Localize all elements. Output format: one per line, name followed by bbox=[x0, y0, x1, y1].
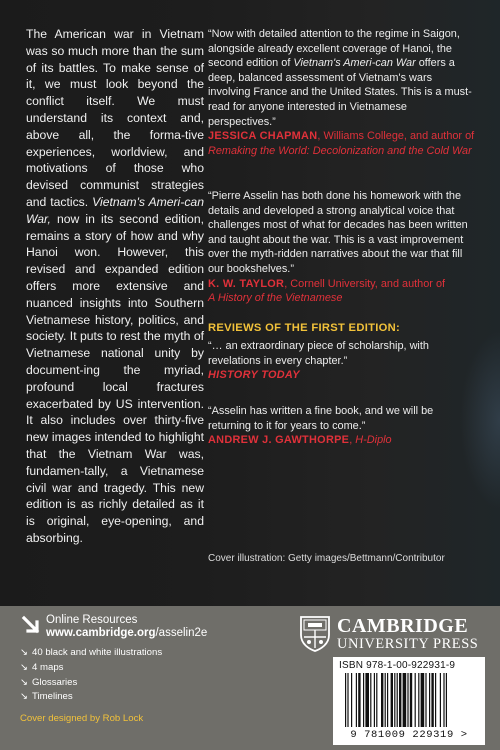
list-item: ↘ Glossaries bbox=[20, 676, 162, 691]
review-h-diplo bbox=[208, 404, 476, 448]
barcode-bar bbox=[421, 673, 425, 727]
review-source: HISTORY TODAY bbox=[208, 369, 300, 382]
barcode-bar bbox=[397, 673, 398, 727]
endorsement-chapman bbox=[208, 27, 476, 158]
endorsement-text: “Now with detailed attention to the regime in Saigon, alongside already excellent coverage of Hanoi, the second edition of Vietnam's Ameri-can War offers a deep, balanced assessment of Vietnam's wars involving France and the United States. This is a must-read for anyone interested in Vietnamese perspectives.” bbox=[208, 28, 472, 128]
crest-icon bbox=[299, 615, 331, 652]
endorsement-attribution: K. W. TAYLOR, Cornell University, and author of A History of the Vietnamese bbox=[208, 277, 446, 305]
online-resources-link[interactable]: www.cambridge.org/asselin2e bbox=[46, 627, 208, 639]
barcode-bar bbox=[374, 673, 375, 727]
publisher-logo bbox=[299, 615, 479, 655]
cover-designer-credit: Cover designed by Rob Lock bbox=[20, 713, 144, 724]
barcode-bar bbox=[407, 673, 408, 727]
small-arrow-icon: ↘ bbox=[20, 661, 29, 673]
barcode-bar bbox=[363, 673, 364, 727]
barcode bbox=[333, 657, 485, 745]
barcode-bar bbox=[358, 673, 360, 727]
barcode-bar bbox=[365, 673, 369, 727]
barcode-bar bbox=[347, 673, 348, 727]
barcode-bar bbox=[446, 673, 447, 727]
review-history-today bbox=[208, 339, 476, 383]
arrow-icon bbox=[20, 614, 42, 636]
barcode-bars bbox=[337, 673, 481, 729]
isbn-label: ISBN 978-1-00-922931-9 bbox=[339, 660, 456, 671]
cover-illustration-credit: Cover illustration: Getty images/Bettmann/Contributor bbox=[208, 553, 445, 564]
barcode-bar bbox=[410, 673, 412, 727]
barcode-bar bbox=[370, 673, 371, 727]
review-text: “… an extraordinary piece of scholarship, with revelations in every chapter.” bbox=[208, 340, 429, 367]
book-description bbox=[26, 26, 204, 547]
online-resources-label: Online Resources bbox=[46, 614, 138, 626]
description-part-1: The American war in Vietnam was so much more than the sum of its battles. To make sense of it, we must look beyond the conflict itself. We must understand its context and, above all, the forma-tive experiences, worldview, and motivations of those who devised communist strategies and tactics. bbox=[26, 27, 204, 209]
barcode-bar bbox=[381, 673, 383, 727]
small-arrow-icon: ↘ bbox=[20, 647, 29, 658]
barcode-bar bbox=[435, 673, 436, 727]
endorsement-taylor bbox=[208, 189, 476, 306]
barcode-bar bbox=[391, 673, 393, 727]
barcode-bar bbox=[387, 673, 388, 727]
publisher-name: CAMBRIDGE bbox=[337, 615, 469, 637]
review-text: “Asselin has written a fine book, and we will be returning to it for years to come.” bbox=[208, 405, 434, 432]
barcode-bar bbox=[399, 673, 401, 727]
cover-footer bbox=[0, 606, 500, 750]
description-title: Vietnam's Ameri-can War, bbox=[26, 194, 204, 226]
barcode-bar bbox=[440, 673, 441, 727]
online-resources bbox=[46, 614, 207, 640]
barcode-bar bbox=[385, 673, 386, 727]
small-arrow-icon: ↘ bbox=[20, 691, 29, 703]
resources-list bbox=[20, 646, 162, 705]
barcode-bar bbox=[376, 673, 377, 727]
barcode-bar bbox=[351, 673, 352, 727]
publisher-press: UNIVERSITY PRESS bbox=[337, 636, 479, 652]
barcode-bar bbox=[443, 673, 444, 727]
description-part-2: now in its second edition, remains a story of how and why Hanoi won. However, this revised and expanded edition offers more extensive and nuanced insights into Southern Vietnamese history, politics, and society. It puts to rest the myth of Vietnamese national unity by document-ing the myriad, profound local fractures exacerbated by US intervention. It also includes over thirty-five new images intended to highlight that the Vietnam War was, fundamen-tally, a Vietnamese civil war and tragedy. This new edition is as richly detailed as it is original, eye-opening, and absorbing. bbox=[26, 211, 204, 545]
reviews-heading: REVIEWS OF THE FIRST EDITION: bbox=[208, 322, 401, 334]
barcode-bar bbox=[345, 673, 346, 727]
list-item: ↘ 4 maps bbox=[20, 661, 162, 676]
barcode-bar bbox=[431, 673, 433, 727]
small-arrow-icon: ↘ bbox=[20, 676, 29, 688]
review-source: ANDREW J. GAWTHORPE, H-Diplo bbox=[208, 434, 392, 447]
barcode-bar bbox=[415, 673, 416, 727]
barcode-bar bbox=[356, 673, 357, 727]
list-item: ↘ Timelines bbox=[20, 690, 162, 705]
barcode-bar bbox=[418, 673, 419, 727]
barcode-bar bbox=[425, 673, 426, 727]
barcode-bar bbox=[429, 673, 430, 727]
list-item: ↘ 40 black and white illustrations bbox=[20, 646, 162, 661]
endorsement-text: “Pierre Asselin has both done his homework with the details and developed a strong analytical voice that challenges most of what for decades has been written and taught about the war. This is a vast improvement over the myth-ridden narratives about the war that fill our bookshelves.” bbox=[208, 190, 468, 275]
barcode-number: 9 781009 229319 > bbox=[350, 729, 468, 741]
barcode-bar bbox=[394, 673, 395, 727]
barcode-bar bbox=[403, 673, 407, 727]
endorsement-attribution: JESSICA CHAPMAN, Williams College, and author of Remaking the World: Decolonization and the Cold War bbox=[208, 130, 475, 157]
